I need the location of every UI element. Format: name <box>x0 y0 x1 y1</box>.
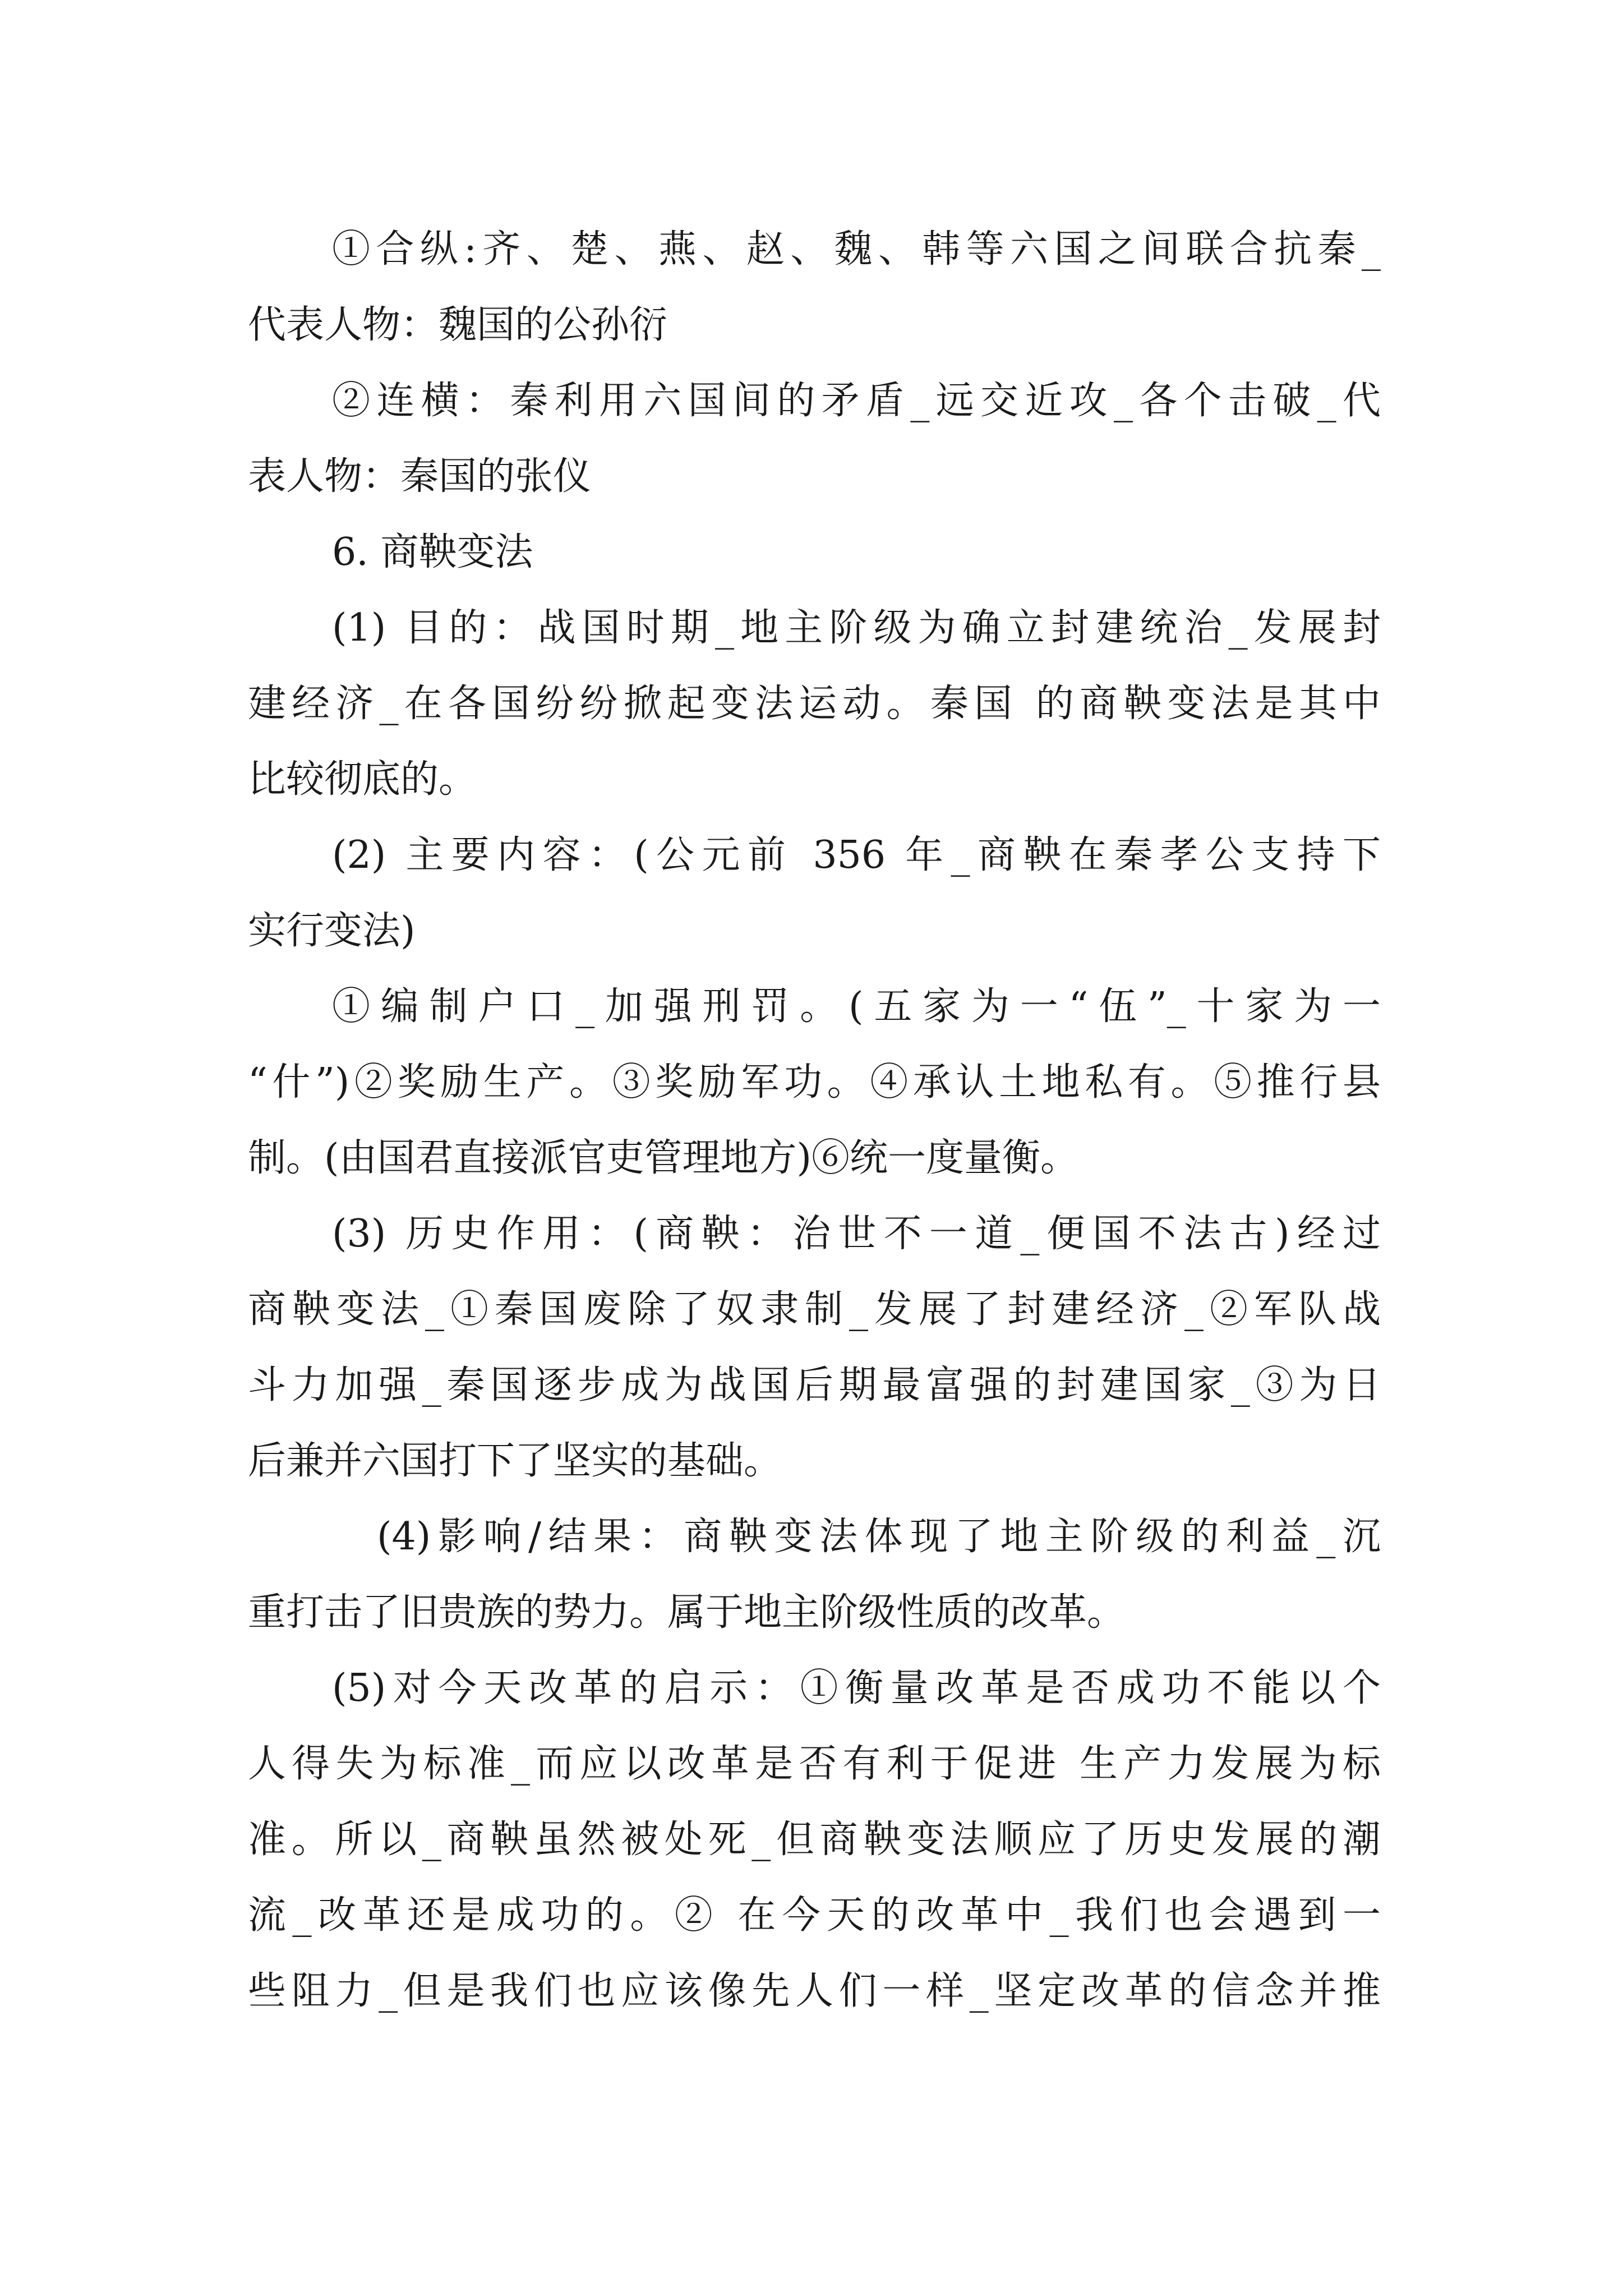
text-line: (3) 历史作用：(商鞅：治世不一道_便国不法古)经过 <box>332 1212 1381 1256</box>
text-line: 商鞅变法_①秦国废除了奴隶制_发展了封建经济_②军队战 <box>248 1287 1381 1332</box>
text-line: 实行变法) <box>248 909 416 953</box>
text-line: “什”)②奖励生产。③奖励军功。④承认土地私有。⑤推行县 <box>248 1060 1381 1105</box>
section-heading: 6. 商鞅变法 <box>332 530 533 574</box>
text-line: 建经济_在各国纷纷掀起变法运动。秦国 的商鞅变法是其中 <box>248 682 1381 726</box>
text-line: (1) 目的：战国时期_地主阶级为确立封建统治_发展封 <box>332 606 1381 650</box>
text-line: ①合纵:齐、楚、燕、赵、魏、韩等六国之间联合抗秦_ <box>332 227 1381 272</box>
text-line: 人得失为标准_而应以改革是否有利于促进 生产力发展为标 <box>248 1742 1381 1786</box>
text-line: ②连横：秦利用六国间的矛盾_远交近攻_各个击破_代 <box>332 379 1381 423</box>
text-line: 斗力加强_秦国逐步成为战国后期最富强的封建国家_③为日 <box>248 1363 1381 1407</box>
text-line: ①编制户口_加强刑罚。(五家为一“伍”_十家为一 <box>332 984 1381 1029</box>
text-line: 流_改革还是成功的。② 在今天的改革中_我们也会遇到一 <box>248 1893 1381 1938</box>
text-line: 比较彻底的。 <box>248 757 477 802</box>
text-line: 后兼并六国打下了坚实的基础。 <box>248 1439 782 1483</box>
text-line: 重打击了旧贵族的势力。属于地主阶级性质的改革。 <box>248 1590 1126 1635</box>
text-line: (5)对今天改革的启示：①衡量改革是否成功不能以个 <box>332 1666 1381 1710</box>
text-line: 代表人物：魏国的公孙衍 <box>248 303 668 347</box>
text-line: (2) 主要内容：(公元前 356 年_商鞅在秦孝公支持下 <box>332 833 1381 877</box>
text-line: 准。所以_商鞅虽然被处死_但商鞅变法顺应了历史发展的潮 <box>248 1818 1381 1862</box>
text-line: 表人物：秦国的张仪 <box>248 454 592 499</box>
text-line: 制。(由国君直接派官吏管理地方)⑥统一度量衡。 <box>248 1136 1079 1180</box>
text-line: 些阻力_但是我们也应该像先人们一样_坚定改革的信念并推 <box>248 1969 1381 2013</box>
text-line: (4)影响/结果：商鞅变法体现了地主阶级的利益_沉 <box>377 1515 1381 1559</box>
